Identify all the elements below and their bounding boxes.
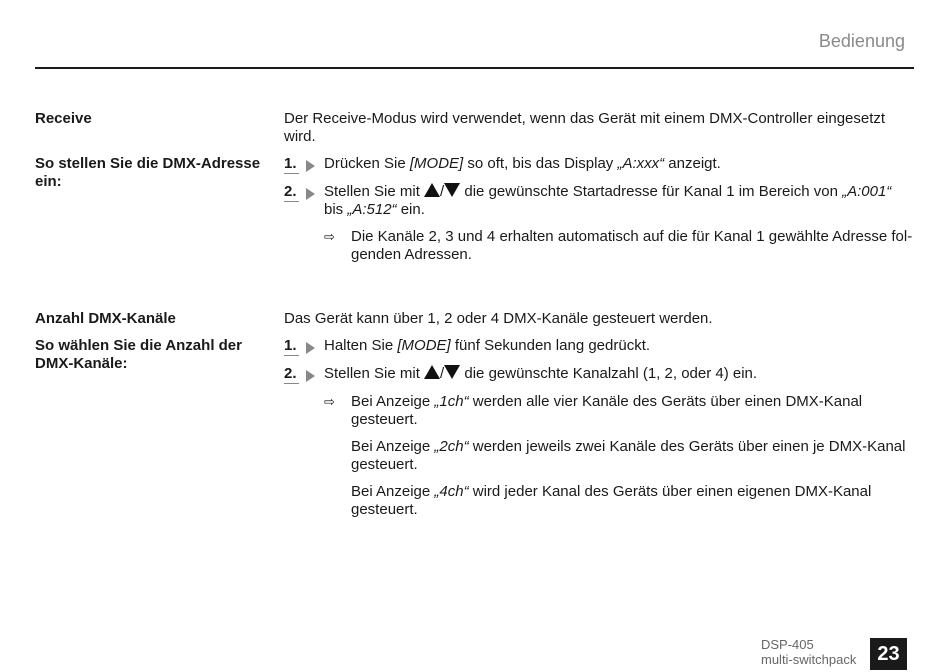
result-arrow-icon: ⇨: [324, 229, 335, 244]
step-number: 1.: [284, 155, 297, 172]
step-arrow-icon: [306, 160, 315, 172]
select-result-1-text: Bei Anzeige „1ch“ werden alle vier Kanäle des Geräts über einen DMX-Kanal gesteuert.: [351, 393, 863, 428]
select-steps: [284, 337, 914, 528]
footer-product: multi-switchpack: [761, 652, 857, 667]
select-step-1: [284, 337, 914, 356]
down-triangle-icon: [444, 365, 460, 379]
select-step-2: [284, 365, 914, 384]
page-number: 23: [870, 638, 907, 670]
select-step-1-text: Halten Sie [MODE] fünf Sekunden lang gedrückt.: [324, 337, 651, 354]
channels-description: Das Gerät kann über 1, 2 oder 4 DMX-Kanäle gesteuert werden.: [284, 310, 713, 327]
up-triangle-icon: [424, 365, 440, 379]
address-result: [324, 228, 914, 264]
address-step-1-text: Drücken Sie [MODE] so oft, bis das Display „A:xxx“ anzeigt.: [324, 155, 721, 172]
step-number: 1.: [284, 337, 297, 354]
address-steps: [284, 155, 914, 273]
address-row: [35, 155, 915, 273]
address-step-1: [284, 155, 914, 174]
select-result-1: [324, 393, 914, 429]
channels-label: Anzahl DMX-Kanäle: [35, 310, 176, 327]
receive-row: [35, 110, 915, 146]
address-step-2-text: Stellen Sie mit / die gewünschte Startadresse für Kanal 1 im Bereich von „A:001“ bis „A:512“ ein.: [324, 183, 892, 218]
header-divider: [35, 67, 914, 69]
select-result-2-text: Bei Anzeige „2ch“ werden jeweils zwei Kanäle des Geräts über einen je DMX-Kanal gesteuert.: [351, 438, 906, 473]
up-triangle-icon: [424, 183, 440, 197]
step-number: 2.: [284, 183, 297, 200]
receive-label: Receive: [35, 110, 92, 127]
down-triangle-icon: [444, 183, 460, 197]
select-row: [35, 337, 915, 528]
address-step-2: [284, 183, 914, 219]
footer-product-info: [761, 637, 856, 667]
select-step-2-text: Stellen Sie mit / die gewünschte Kanalzahl (1, 2, oder 4) ein.: [324, 365, 758, 382]
footer-model: DSP-405: [761, 637, 814, 652]
step-arrow-icon: [306, 370, 315, 382]
receive-description: Der Receive-Modus wird verwendet, wenn das Gerät mit einem DMX-Controller eingesetzt wird.: [284, 110, 886, 145]
address-result-text: Die Kanäle 2, 3 und 4 erhalten automatisch auf die für Kanal 1 gewählte Adresse folgenden Adressen.: [351, 228, 913, 263]
address-label: So stellen Sie die DMX-Adresse ein:: [35, 155, 261, 190]
channels-row: [35, 310, 915, 328]
page-section-title: Bedienung: [818, 31, 905, 51]
result-arrow-icon: ⇨: [324, 394, 335, 409]
step-number: 2.: [284, 365, 297, 382]
step-arrow-icon: [306, 342, 315, 354]
select-result-3-text: Bei Anzeige „4ch“ wird jeder Kanal des Geräts über einen eigenen DMX-Kanal gesteuert.: [351, 483, 872, 518]
step-arrow-icon: [306, 188, 315, 200]
manual-content: [35, 110, 915, 537]
select-label: So wählen Sie die Anzahl der DMX-Kanäle:: [35, 337, 242, 372]
